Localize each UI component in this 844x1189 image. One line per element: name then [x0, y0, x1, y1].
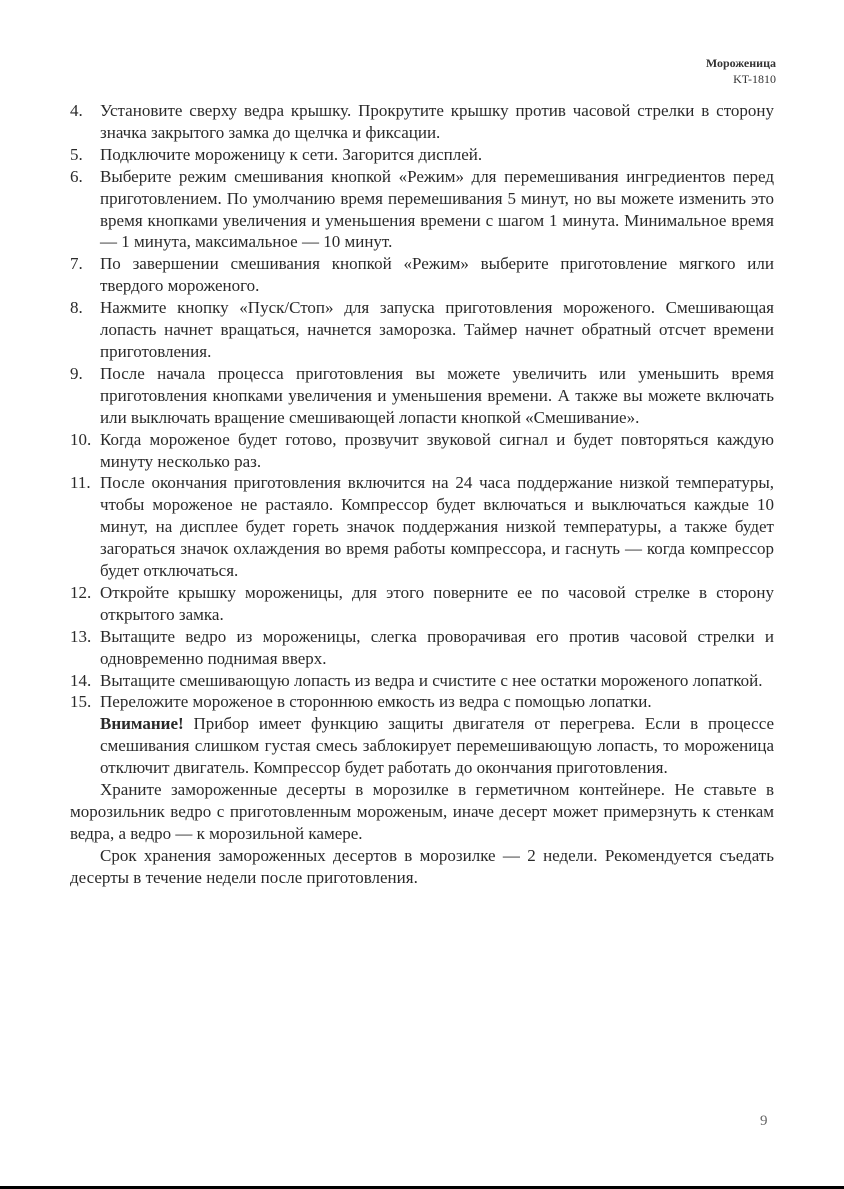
- list-item: [70, 100, 774, 144]
- item-text: Вытащите смешивающую лопасть из ведра и счистите с нее остатки мороженого лопаткой.: [100, 670, 763, 690]
- item-text: Подключите мороженицу к сети. Загорится дисплей.: [100, 144, 483, 164]
- list-item: [70, 670, 774, 692]
- item-text: Откройте крышку мороженицы, для этого поверните ее по часовой стрелке в сторону открытого замка.: [100, 582, 774, 624]
- item-text: Вытащите ведро из мороженицы, слегка проворачивая его против часовой стрелки и одновременно поднимая вверх.: [100, 626, 774, 668]
- list-item: [70, 166, 774, 254]
- page-number: 9: [760, 1113, 768, 1129]
- list-item: [70, 429, 774, 473]
- item-number: 11.: [70, 473, 91, 493]
- header-title: Мороженица: [705, 56, 776, 70]
- item-number: 7.: [70, 254, 83, 274]
- item-text: Выберите режим смешивания кнопкой «Режим» для перемешивания ингредиентов перед приготовлением. По умолчанию время перемешивания 5 минут, но вы можете изменить это время кнопками увеличения и уменьшения времени с шагом 1 минута. Минимальное время — 1 минута, максимальное — 10 минут.: [100, 166, 774, 252]
- item-number: 4.: [70, 101, 83, 120]
- item-text: Нажмите кнопку «Пуск/Стоп» для запуска приготовления мороженого. Смешивающая лопасть начнет вращаться, начнется заморозка. Таймер начнет обратный отсчет времени приготовления.: [100, 298, 774, 361]
- page-header: [706, 55, 776, 87]
- list-item: [70, 253, 774, 297]
- warning-text: Прибор имеет функцию защиты двигателя от перегрева. Если в процессе смешивания слишком густая смесь заблокирует перемешивающую лопасть, то мороженица отключит двигатель. Компрессор будет работать до окончания приготовления.: [100, 714, 774, 778]
- item-number: 8.: [70, 298, 83, 318]
- item-number: 10.: [70, 429, 92, 449]
- item-number: 15.: [70, 692, 92, 712]
- list-item: [70, 297, 774, 363]
- item-number: 6.: [70, 166, 83, 186]
- item-number: 14.: [70, 670, 92, 690]
- list-item: [70, 691, 774, 713]
- list-item: [70, 363, 774, 429]
- list-item: [70, 626, 774, 670]
- list-item: [70, 582, 774, 626]
- item-text: По завершении смешивания кнопкой «Режим» выберите приготовление мягкого или твердого мороженого.: [100, 254, 774, 296]
- list-item: [70, 472, 774, 582]
- header-model: KT-1810: [733, 72, 776, 86]
- item-text: После начала процесса приготовления вы можете увеличить или уменьшить время приготовления кнопками увеличения и уменьшения времени. А также вы можете включать или выключать вращение смешивающей лопасти кнопкой «Смешивание».: [100, 363, 774, 427]
- item-number: 13.: [70, 626, 92, 646]
- item-text: Переложите мороженое в стороннюю емкость из ведра с помощью лопатки.: [100, 692, 652, 712]
- item-text: После окончания приготовления включится на 24 часа поддержание низкой температуры, чтобы мороженое не растаяло. Компрессор будет включаться и выключаться каждые 10 минут, на дисплее будет гореть значок поддержания низкой температуры, а также будет загораться значок охлаждения во время работы компрессора, и гаснуть — когда компрессор будет отключаться.: [100, 473, 774, 581]
- item-number: 9.: [70, 363, 83, 383]
- item-text: Когда мороженое будет готово, прозвучит звуковой сигнал и будет повторяться каждую минуту несколько раз.: [100, 429, 774, 471]
- item-number: 12.: [70, 582, 92, 602]
- instructions-body: [70, 100, 774, 889]
- shelf-life-paragraph: Срок хранения замороженных десертов в морозилке — 2 недели. Рекомендуется съедать десерты в течение недели после приготовления.: [70, 845, 774, 887]
- list-item: [70, 144, 774, 166]
- warning-label: Внимание!: [100, 714, 184, 734]
- item-text: Установите сверху ведра крышку. Прокрутите крышку против часовой стрелки в сторону значка закрытого замка до щелчка и фиксации.: [100, 101, 774, 142]
- item-number: 5.: [70, 144, 83, 164]
- storage-paragraph: Храните замороженные десерты в морозилке в герметичном контейнере. Не ставьте в морозильник ведро с приготовленным мороженым, иначе десерт может примерзнуть к стенкам ведра, а ведро — к морозильной камере.: [70, 780, 774, 843]
- warning-note: [70, 713, 774, 779]
